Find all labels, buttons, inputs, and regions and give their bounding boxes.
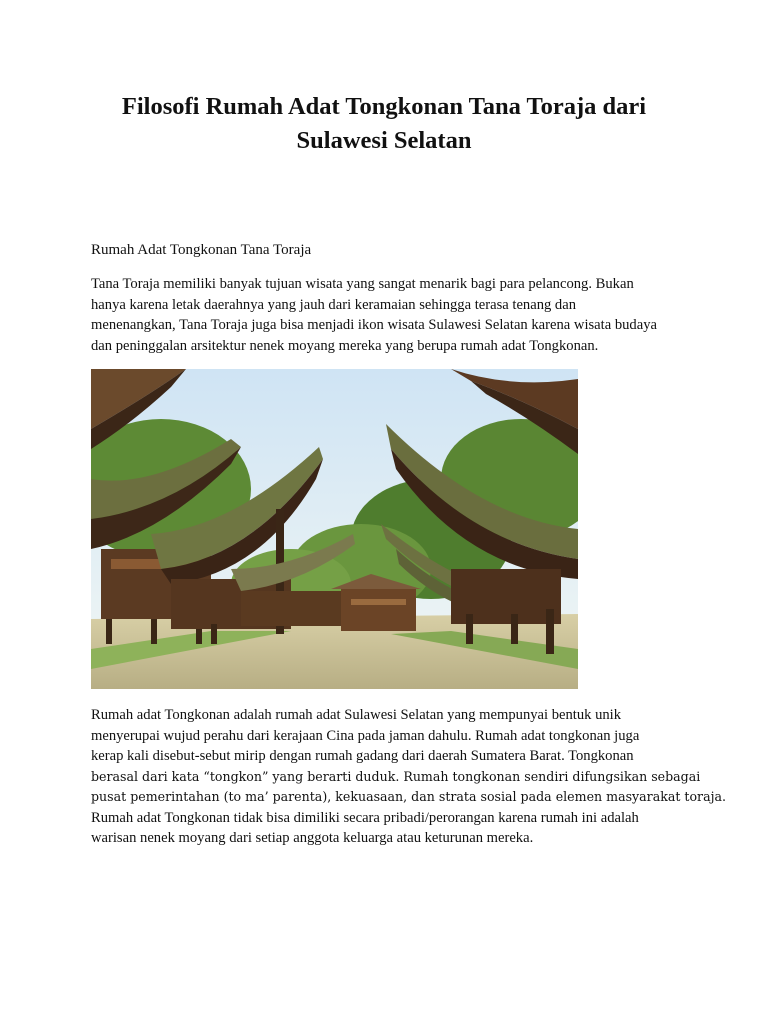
intro-paragraph — [91, 274, 691, 356]
tongkonan-houses-photo — [91, 369, 578, 689]
title-line-2: Sulawesi Selatan — [296, 127, 472, 154]
paragraph-line: dan peninggalan arsitektur nenek moyang mereka yang berupa rumah adat Tongkonan. — [91, 337, 599, 354]
paragraph-line: hanya karena letak daerahnya yang jauh dari keramaian sehingga terasa tenang dan — [91, 296, 577, 313]
title-line-1: Filosofi Rumah Adat Tongkonan Tana Toraja dari — [121, 93, 647, 120]
tongkonan-description-paragraph — [91, 705, 726, 849]
paragraph-line: menyerupai wujud perahu dari kerajaan Cina pada jaman dahulu. Rumah adat tongkonan juga — [91, 727, 640, 744]
paragraph-line: Rumah adat Tongkonan tidak bisa dimiliki secara pribadi/perorangan karena rumah ini adalah — [91, 809, 639, 826]
document-title — [90, 90, 678, 158]
paragraph-line: berasal dari kata “tongkon” yang berarti duduk. Rumah tongkonan sendiri difungsikan sebagai — [91, 768, 701, 784]
section-subheading: Rumah Adat Tongkonan Tana Toraja — [91, 242, 312, 258]
paragraph-line: Rumah adat Tongkonan adalah rumah adat Sulawesi Selatan yang mempunyai bentuk unik — [91, 707, 622, 723]
paragraph-line: pusat pemerintahan (to ma’ parenta), kekuasaan, dan strata sosial pada elemen masyarakat toraja. — [91, 789, 726, 804]
paragraph-line: menenangkan, Tana Toraja juga bisa menjadi ikon wisata Sulawesi Selatan karena wisata budaya — [91, 317, 657, 333]
paragraph-line: Tana Toraja memiliki banyak tujuan wisata yang sangat menarik bagi para pelancong. Bukan — [91, 276, 634, 292]
paragraph-line: warisan nenek moyang dari setiap anggota keluarga atau keturunan mereka. — [91, 830, 534, 846]
paragraph-line: kerap kali disebut-sebut mirip dengan rumah gadang dari daerah Sumatera Barat. Tongkonan — [91, 748, 634, 764]
